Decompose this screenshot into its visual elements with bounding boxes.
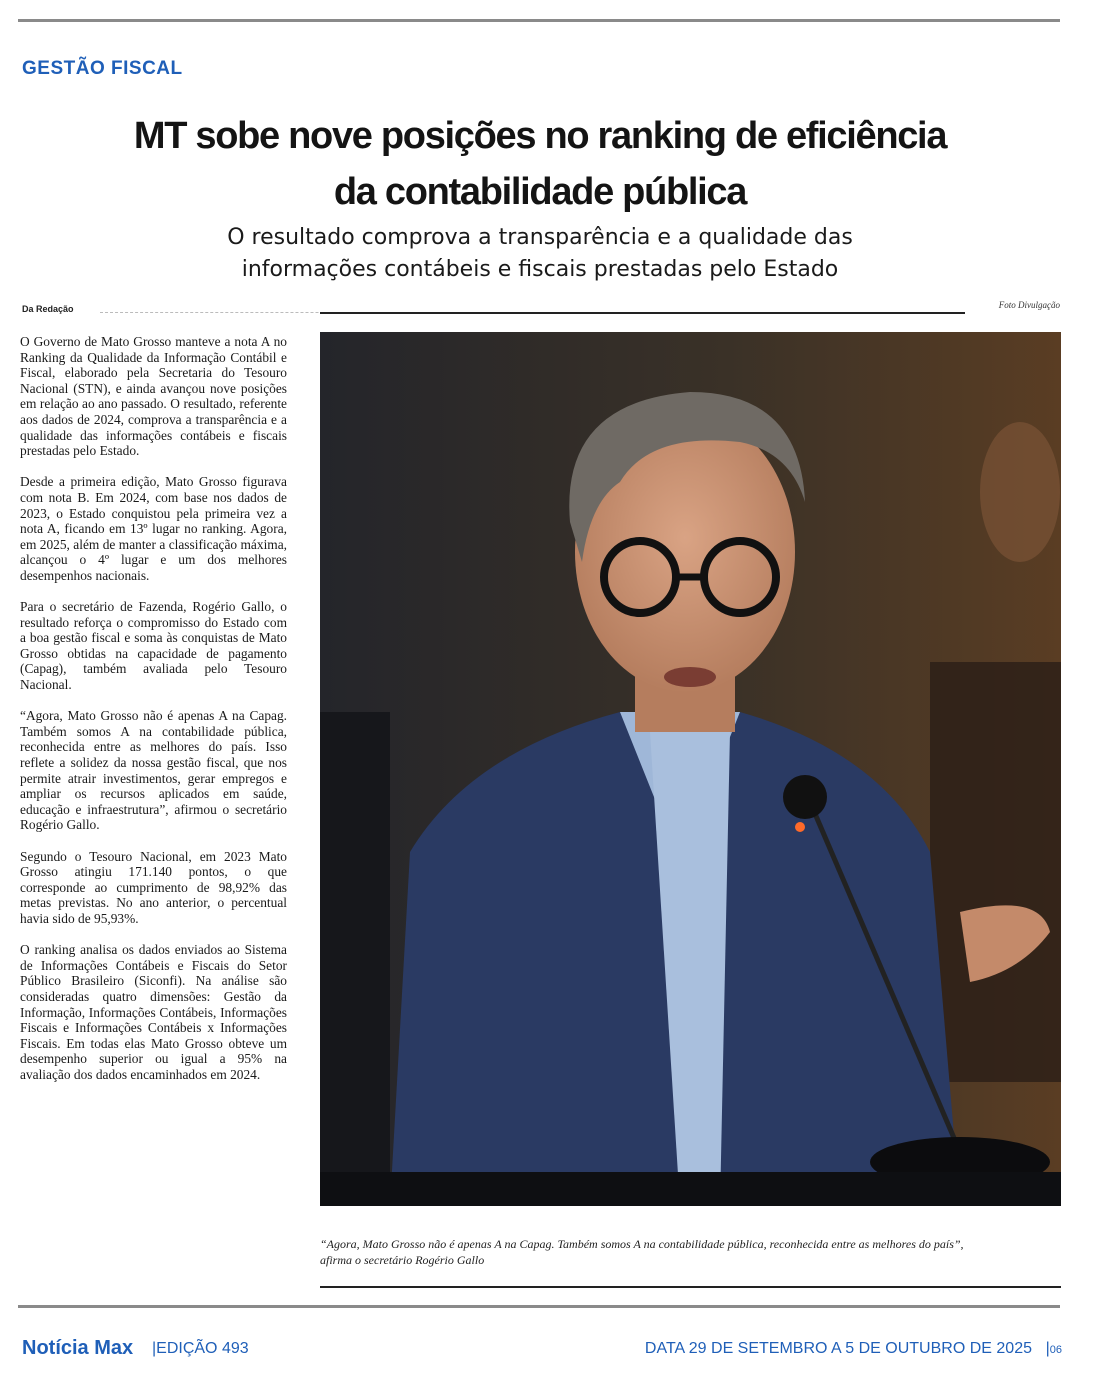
page-number — [1046, 1340, 1062, 1358]
page-separator: | — [1045, 1340, 1050, 1357]
page-number-value: 06 — [1049, 1344, 1062, 1356]
photo-credit: Foto Divulgação — [998, 300, 1060, 310]
subheadline-line-1: O resultado comprova a transparência e a qualidade das — [227, 225, 853, 250]
body-paragraph-6: O ranking analisa os dados enviados ao Sistema de Informações Contábeis e Fiscais do Setor Público Brasileiro (Siconfi). Na análise são consideradas quatro dimensões: Gestão da Informação, Informações Contábeis, Informações Fiscais e Informações Contábeis x Informações Fiscais. Em todas elas Mato Grosso obteve um desempenho superior ou igual a 95% na avaliação dos dados encaminhados em 2024. — [20, 942, 287, 1082]
bottom-rule — [18, 1305, 1060, 1308]
section-label: GESTÃO FISCAL — [22, 58, 183, 79]
body-paragraph-3: Para o secretário de Fazenda, Rogério Gallo, o resultado reforça o compromisso do Estado com a boa gestão fiscal e soma às conquistas de Mato Grosso obtidas na capacidade de pagamento (Capag), também avaliada pelo Tesouro Nacional. — [20, 599, 287, 693]
caption-line-2: afirma o secretário Rogério Gallo — [320, 1253, 485, 1267]
byline: Da Redação — [22, 304, 74, 314]
article-photo — [320, 332, 1061, 1206]
subheadline — [20, 222, 1060, 286]
body-paragraph-5: Segundo o Tesouro Nacional, em 2023 Mato Grosso atingiu 171.140 pontos, o que corresponde ao cumprimento de 98,92% das metas previstas. No ano anterior, o percentual havia sido de 95,93%. — [20, 848, 287, 926]
caption-line-1: “Agora, Mato Grosso não é apenas A na Capag. Também somos A na contabilidade pública, reconhecida entre as melhores do país”, — [320, 1237, 964, 1251]
caption-rule — [320, 1286, 1061, 1288]
body-paragraph-1: O Governo de Mato Grosso manteve a nota A no Ranking da Qualidade da Informação Contábil e Fiscal, elaborado pela Secretaria do Tesouro Nacional (STN), e ainda avançou nove posições em relação ao ano passado. O resultado, referente aos dados de 2024, comprova a transparência e a qualidade das informações contábeis e fiscais prestadas pelo Estado. — [20, 334, 287, 459]
photo-illustration — [320, 332, 1061, 1206]
byline-rule — [320, 312, 965, 314]
publication-name: Notícia Max — [22, 1337, 134, 1359]
edition-number: |EDIÇÃO 493 — [152, 1340, 249, 1357]
subheadline-line-2: informações contábeis e fiscais prestadas pelo Estado — [241, 257, 839, 282]
top-rule — [18, 19, 1060, 22]
photo-caption — [320, 1236, 1060, 1268]
headline — [20, 108, 1060, 220]
page-footer — [22, 1337, 1062, 1367]
headline-line-2: da contabilidade pública — [333, 171, 747, 213]
issue-date: DATA 29 DE SETEMBRO A 5 DE OUTUBRO DE 2025 — [644, 1340, 1032, 1357]
article-body — [20, 334, 287, 1098]
body-paragraph-2: Desde a primeira edição, Mato Grosso figurava com nota B. Em 2024, com base nos dados de 2023, o Estado conquistou pela primeira vez a nota A, ficando em 13º lugar no ranking. Agora, em 2025, além de manter a classificação máxima, alcançou o 4º lugar e um dos melhores desempenhos nacionais. — [20, 474, 287, 583]
body-paragraph-4: “Agora, Mato Grosso não é apenas A na Capag. Também somos A na contabilidade pública, reconhecida entre as melhores do país. Isso reflete a solidez da nossa gestão fiscal, que nos permite atrair investimentos, gerar empregos e ampliar os recursos aplicados em saúde, educação e infraestrutura”, afirmou o secretário Rogério Gallo. — [20, 708, 287, 833]
headline-line-1: MT sobe nove posições no ranking de eficiência — [133, 115, 947, 157]
